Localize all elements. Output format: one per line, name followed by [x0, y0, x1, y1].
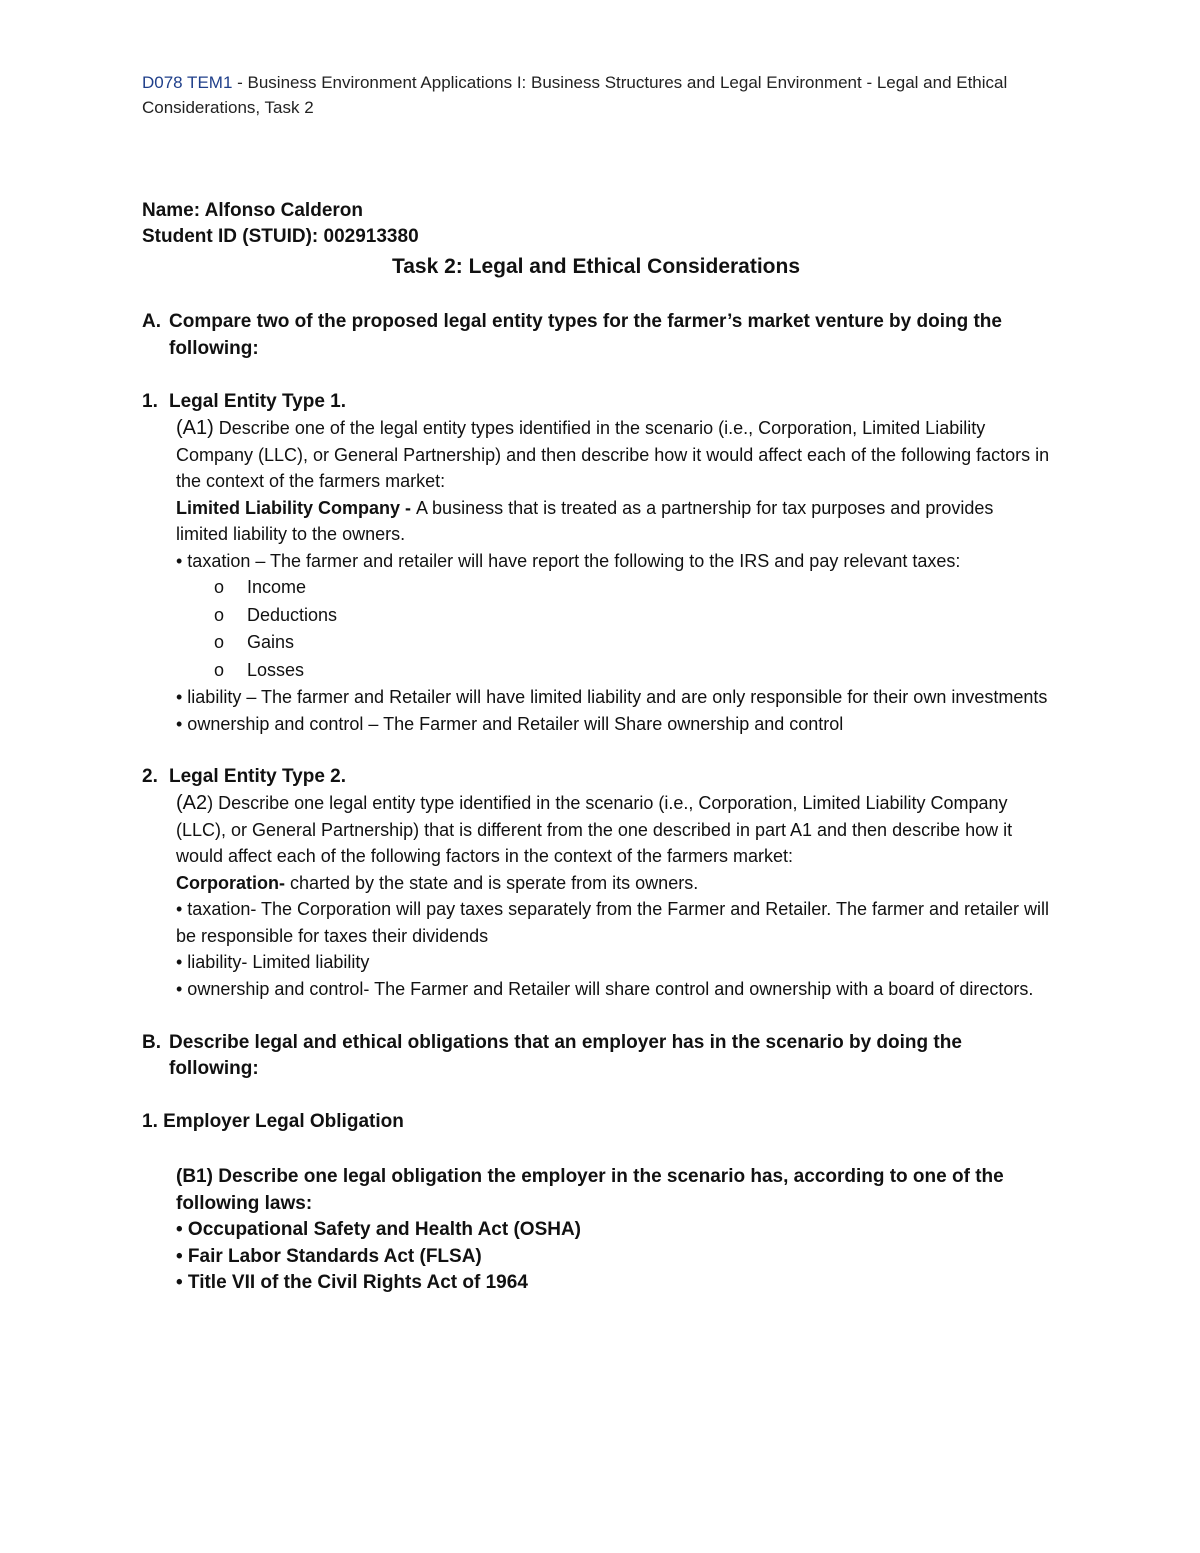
entity1-liability: • liability – The farmer and Retailer will have limited liability and are only responsible for their own investments: [176, 687, 1048, 707]
section-b-heading: [142, 1030, 1050, 1082]
section-a-letter: A.: [142, 311, 161, 332]
entity2-number: 2.: [142, 766, 158, 787]
b1-prompt: (B1) Describe one legal obligation the employer in the scenario has, according to one of the following laws:: [176, 1166, 1004, 1214]
tax-item-losses: Losses: [247, 659, 305, 680]
entity2-prompt: [176, 790, 1050, 870]
entity2-tag: (A2: [176, 792, 208, 814]
tax-item-gains: Gains: [247, 632, 295, 652]
entity1-prompt: [176, 415, 1050, 495]
entity2-name: Corporation-: [176, 872, 290, 893]
section-b-letter: B.: [142, 1032, 161, 1053]
entity2-prompt-text: ) Describe one legal entity type identified in the scenario (i.e., Corporation, Limited Liability Company (LLC), or General Partnership) that is different from the one described in part A1 and then describe how it would affect each of the following factors in the context of the farmers market:: [176, 793, 1013, 866]
entity1-body: [176, 415, 1050, 737]
entity2-liability: • liability- Limited liability: [176, 952, 370, 972]
entity1-name: Limited Liability Company -: [176, 497, 417, 518]
section-a-text: Compare two of the proposed legal entity types for the farmer’s market venture by doing the following:: [169, 311, 1002, 359]
law-osha: • Occupational Safety and Health Act (OSHA): [176, 1219, 582, 1240]
law-flsa: • Fair Labor Standards Act (FLSA): [176, 1245, 482, 1267]
list-item: o Gains: [214, 629, 1050, 657]
b1-body: [176, 1164, 1050, 1297]
entity1-tag: (A1): [176, 417, 214, 439]
entity2-title: Legal Entity Type 2.: [169, 766, 347, 787]
course-description: - Business Environment Applications I: Business Structures and Legal Environment - Legal and Ethical Considerations, Task 2: [142, 73, 1008, 117]
entity1-number: 1.: [142, 391, 158, 412]
list-item: o Losses: [214, 657, 1050, 685]
tax-item-income: Income: [247, 577, 307, 597]
section-b-text: Describe legal and ethical obligations that an employer has in the scenario by doing the following:: [169, 1032, 962, 1079]
entity1-tax-items: [176, 574, 1050, 684]
list-item: o Income: [214, 574, 1050, 602]
entity2-body: [176, 790, 1050, 1002]
list-item: o Deductions: [214, 602, 1050, 630]
entity1-prompt-text: Describe one of the legal entity types identified in the scenario (i.e., Corporation, Limited Liability Company (LLC), or General Partnership) and then describe how it would affect each of the following factors in the context of the farmers market:: [176, 418, 1050, 491]
entity1-definition: [176, 495, 1050, 548]
section-a-heading: [142, 308, 1050, 362]
entity2-heading: [142, 764, 1050, 790]
entity1-definition-text: A business that is treated as a partnership for tax purposes and provides limited liability to the owners.: [176, 497, 994, 544]
entity2-taxation: • taxation- The Corporation will pay taxes separately from the Farmer and Retailer. The farmer and retailer will be responsible for taxes their dividends: [176, 899, 1050, 946]
entity2-ownership: • ownership and control- The Farmer and Retailer will share control and ownership with a board of directors.: [176, 978, 1034, 999]
entity1-ownership: • ownership and control – The Farmer and Retailer will Share ownership and control: [176, 713, 844, 734]
entity1-taxation: • taxation – The farmer and retailer will have report the following to the IRS and pay relevant taxes:: [176, 550, 961, 571]
entity1-title: Legal Entity Type 1.: [169, 391, 347, 412]
student-name: Name: Alfonso Calderon: [142, 200, 363, 221]
entity1-heading: [142, 389, 1050, 415]
student-info: [142, 198, 1050, 250]
law-title-vii: • Title VII of the Civil Rights Act of 1964: [176, 1272, 528, 1293]
task-title: Task 2: Legal and Ethical Considerations: [391, 255, 801, 278]
course-code: D078 TEM1: [142, 73, 233, 92]
b1-heading: 1. Employer Legal Obligation: [142, 1111, 404, 1132]
entity2-definition-text: charted by the state and is sperate from its owners.: [290, 872, 699, 893]
tax-item-deductions: Deductions: [247, 604, 338, 625]
course-header: [142, 70, 1050, 120]
student-id: Student ID (STUID): 002913380: [142, 226, 419, 247]
entity2-definition: [176, 870, 1050, 897]
